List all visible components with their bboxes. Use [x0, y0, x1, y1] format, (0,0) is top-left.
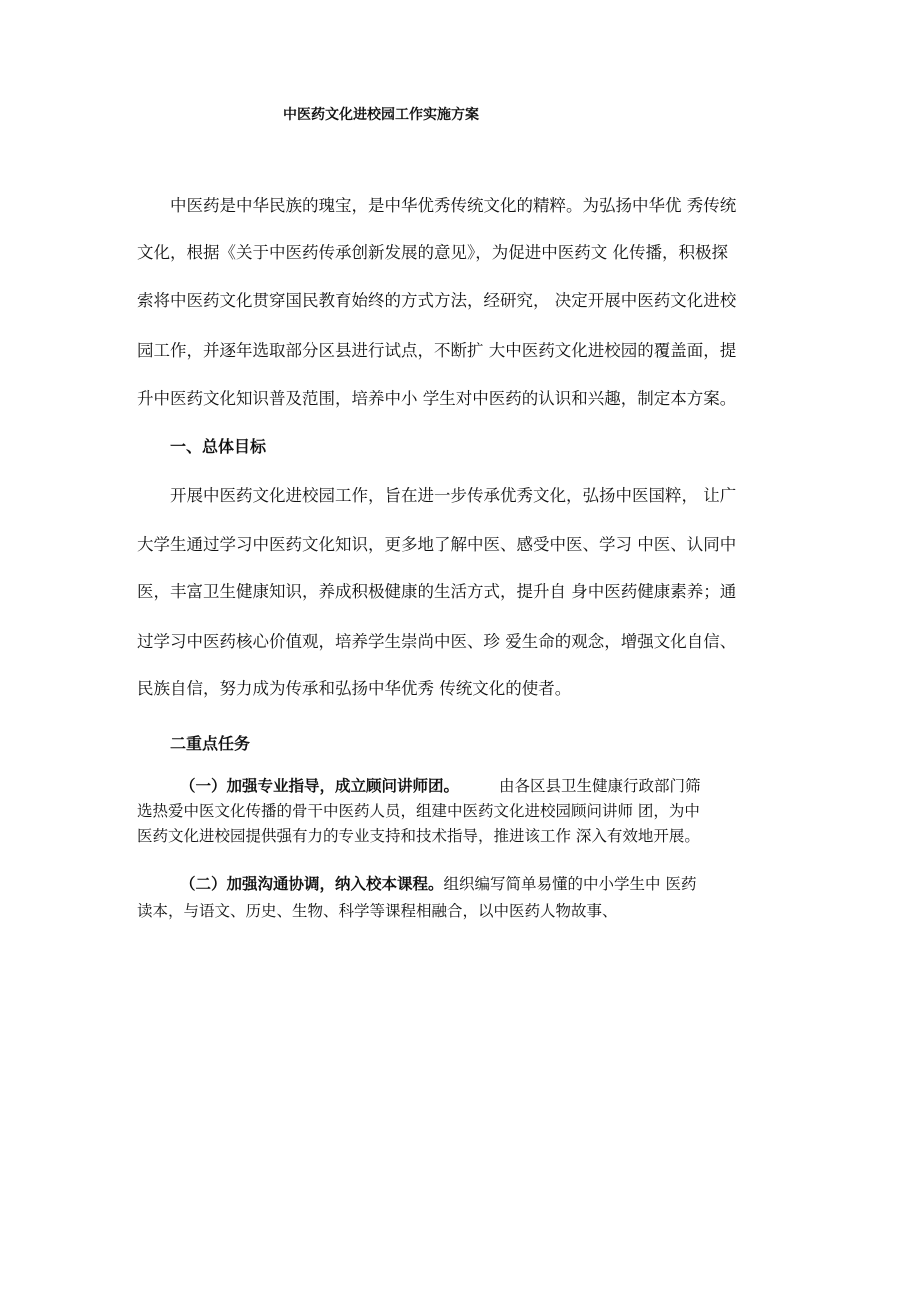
- document-title: 中医药文化进校园工作实施方案: [283, 107, 479, 123]
- task2-line: 读本，与语文、历史、生物、科学等课程相融合，以中医药人物故事、: [137, 902, 618, 920]
- intro-line: 索将中医药文化贯穿国民教育始终的方式方法，经研究， 决定开展中医药文化进校: [137, 291, 737, 310]
- intro-line: 文化，根据《关于中医药传承创新发展的意见》，为促进中医药文 化传播，积极探: [137, 243, 728, 262]
- goals-line: 开展中医药文化进校园工作，旨在进一步传承优秀文化，弘扬中医国粹， 让广: [170, 486, 737, 505]
- task1-text: 由各区县卫生健康行政部门筛: [499, 777, 701, 795]
- goals-line: 医，丰富卫生健康知识，养成积极健康的生活方式，提升自 身中医药健康素养；通: [137, 582, 737, 601]
- section-heading-goals: 一、总体目标: [170, 437, 267, 456]
- task2-bold-heading: （二）加强沟通协调，纳入校本课程。: [180, 875, 444, 893]
- goals-line: 民族自信，努力成为传承和弘扬中华优秀 传统文化的使者。: [137, 679, 572, 698]
- task1-line: 医药文化进校园提供强有力的专业支持和技术指导，推进该工作 深入有效地开展。: [137, 827, 700, 845]
- section-heading-tasks: 二重点任务: [170, 734, 251, 753]
- task2-first-line: [180, 874, 696, 894]
- intro-line: 中医药是中华民族的瑰宝，是中华优秀传统文化的精粹。为弘扬中华优 秀传统: [170, 196, 737, 215]
- task1-first-line: [180, 776, 701, 796]
- task1-bold-heading: （一）加强专业指导，成立顾问讲师团。: [180, 777, 460, 795]
- task1-line: 选热爱中医文化传播的骨干中医药人员，组建中医药文化进校园顾问讲师 团，为中: [137, 802, 700, 820]
- intro-line: 升中医药文化知识普及范围，培养中小 学生对中医药的认识和兴趣，制定本方案。: [137, 389, 737, 408]
- intro-line: 园工作，并逐年选取部分区县进行试点，不断扩 大中医药文化进校园的覆盖面，提: [137, 341, 737, 360]
- goals-line: 过学习中医药核心价值观，培养学生崇尚中医、珍 爱生命的观念，增强文化自信、: [137, 632, 737, 651]
- task2-text: 组织编写简单易懂的中小学生中 医药: [443, 875, 697, 893]
- goals-line: 大学生通过学习中医药文化知识，更多地了解中医、感受中医、学习 中医、认同中: [137, 535, 737, 554]
